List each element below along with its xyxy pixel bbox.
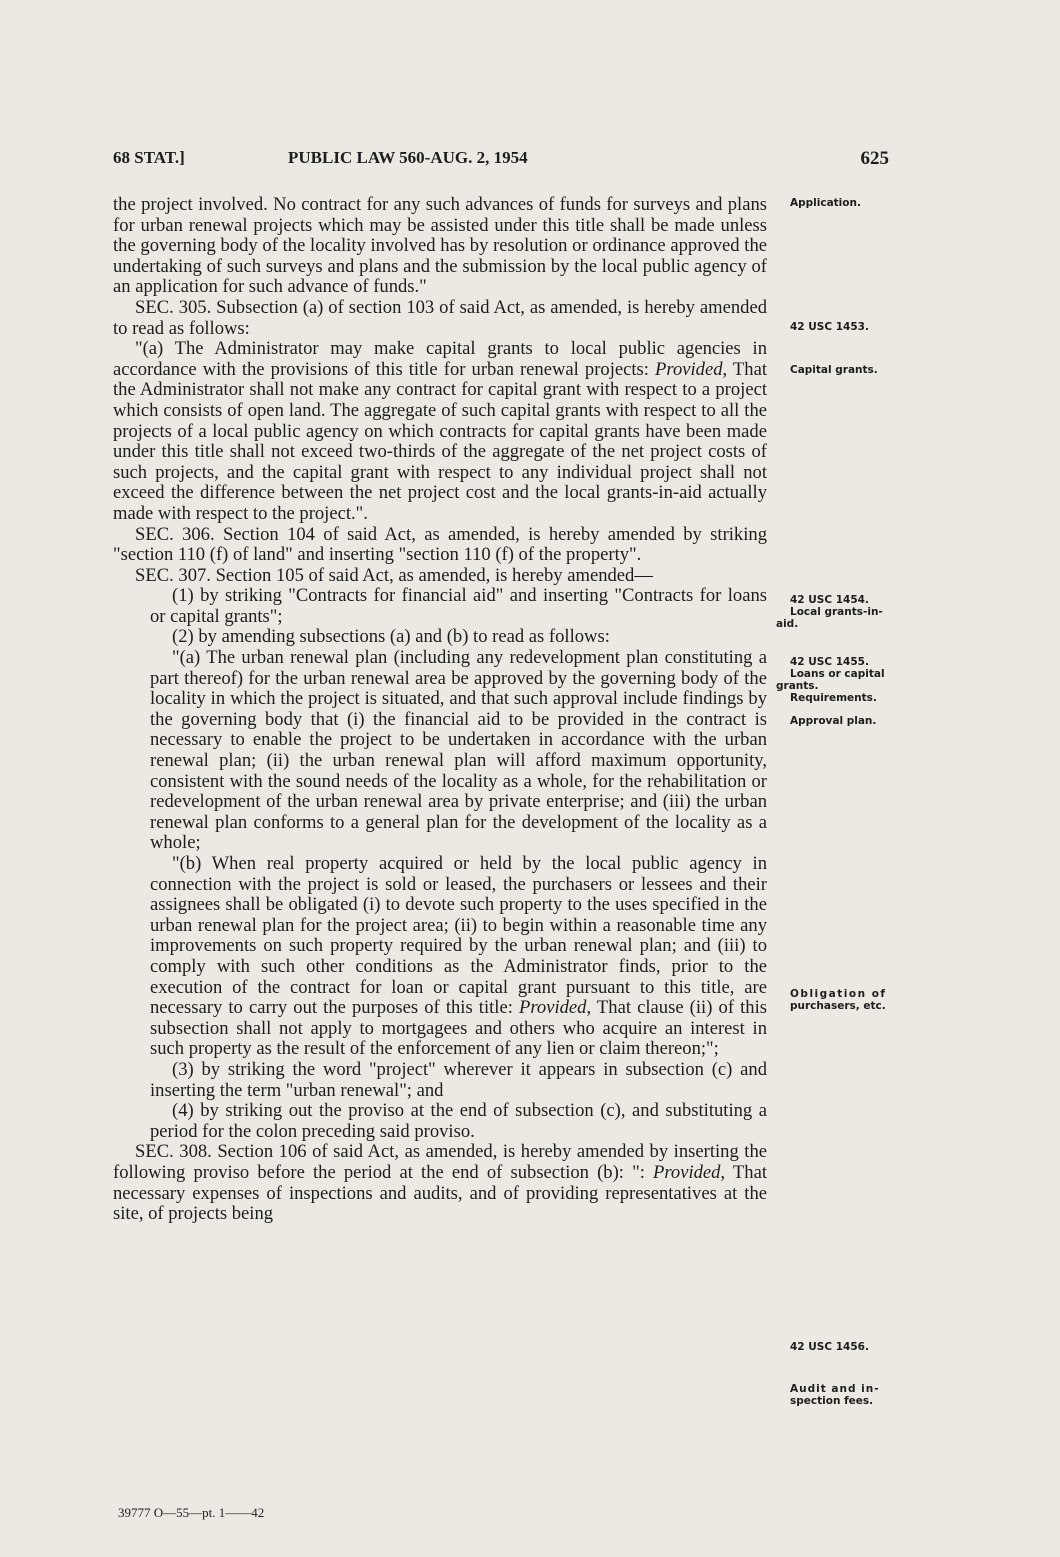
paragraph: "(a) The Administrator may make capital grants to local public agencies in accordance with the provisions of this title for urban renewal projects: Provided, That the Administrator shall not make any contract for capital grant with respect to a project which consists of open land. The aggregate of such capital grants with respect to all the projects of a local public agency on which contracts for capital grants have been made under this title shall not exceed two-thirds of the aggregate of the net project costs of such projects, and the capital grant with respect to any individual project shall not exceed the difference between the net project cost and the local grants-in-aid actually made with respect to the project.".: [113, 338, 767, 524]
paragraph: (2) by amending subsections (a) and (b) to read as follows:: [172, 626, 610, 648]
statute-volume: 68 STAT.]: [113, 148, 185, 167]
paragraph: SEC. 308. Section 106 of said Act, as amended, is hereby amended by inserting the following proviso before the period at the end of subsection (b): ": Provided, That necessary expenses of inspections and audits, and of providing representatives at the site, of projects being: [113, 1141, 767, 1225]
margin-note: Capital grants.: [790, 364, 878, 376]
body-text: [113, 195, 767, 1225]
law-title: PUBLIC LAW 560-AUG. 2, 1954: [288, 148, 528, 167]
paragraph: SEC. 305. Subsection (a) of section 103 of said Act, as amended, is hereby amended to read as follows:: [113, 296, 767, 339]
print-code-footer: 39777 O—55—pt. 1——42: [118, 1505, 265, 1520]
margin-note: Approval plan.: [790, 715, 877, 727]
margin-note: Application.: [790, 197, 861, 209]
paragraph: SEC. 307. Section 105 of said Act, as amended, is hereby amended—: [135, 564, 653, 586]
margin-note: 42 USC 1455. Loans or capital grants. Requirements.: [776, 656, 885, 704]
paragraph: "(a) The urban renewal plan (including any redevelopment plan constituting a part thereof) for the urban renewal area be approved by the governing body of the locality in which the project is situated, and that such approval include findings by the governing body that (i) the financial aid to be provided in the contract is necessary to enable the project to be undertaken in accordance with the urban renewal plan; (ii) the urban renewal plan will afford maximum opportunity, consistent with the sound needs of the locality as a whole, for the rehabilitation or redevelopment of the urban renewal area by private enterprise; and (iii) the urban renewal plan conforms to a general plan for the development of the locality as a whole;: [150, 647, 767, 854]
page-number: 625: [860, 148, 889, 169]
paragraph: the project involved. No contract for any such advances of funds for surveys and plans for urban renewal projects which may be assisted under this title shall be made unless the governing body of the locality involved has by resolution or ordinance approved the undertaking of such surveys and plans and the submission by the local public agency of an application for such advance of funds.": [113, 194, 767, 298]
margin-note: 42 USC 1453.: [790, 321, 869, 333]
margin-note: 42 USC 1456.: [790, 1341, 869, 1353]
margin-note: Audit and in- spection fees.: [790, 1383, 880, 1407]
paragraph: (4) by striking out the proviso at the end of subsection (c), and substituting a period for the colon preceding said proviso.: [150, 1100, 767, 1142]
paragraph: "(b) When real property acquired or held by the local public agency in connection with the project is sold or leased, the purchasers or lessees and their assignees shall be obligated (i) to devote such property to the uses specified in the urban renewal plan for the project area; (ii) to begin within a reasonable time any improvements on such property required by the urban renewal plan; and (iii) to comply with such other conditions as the Administrator finds, prior to the execution of the contract for loan or capital grant pursuant to this title, are necessary to carry out the purposes of this title: Provided, That clause (ii) of this subsection shall not apply to mortgagees and others who acquire an interest in such property as the result of the enforcement of any lien or claim thereon;";: [150, 853, 767, 1060]
paragraph: (3) by striking the word "project" wherever it appears in subsection (c) and inserting the term "urban renewal"; and: [150, 1058, 767, 1101]
running-header: [113, 148, 889, 172]
margin-note: Obligation of purchasers, etc.: [790, 988, 887, 1012]
margin-note: 42 USC 1454. Local grants-in- aid.: [776, 594, 883, 630]
paragraph: (1) by striking "Contracts for financial aid" and inserting "Contracts for loans or capital grants";: [150, 585, 767, 627]
paragraph: SEC. 306. Section 104 of said Act, as amended, is hereby amended by striking "section 110 (f) of land" and inserting "section 110 (f) of the property".: [113, 523, 767, 566]
